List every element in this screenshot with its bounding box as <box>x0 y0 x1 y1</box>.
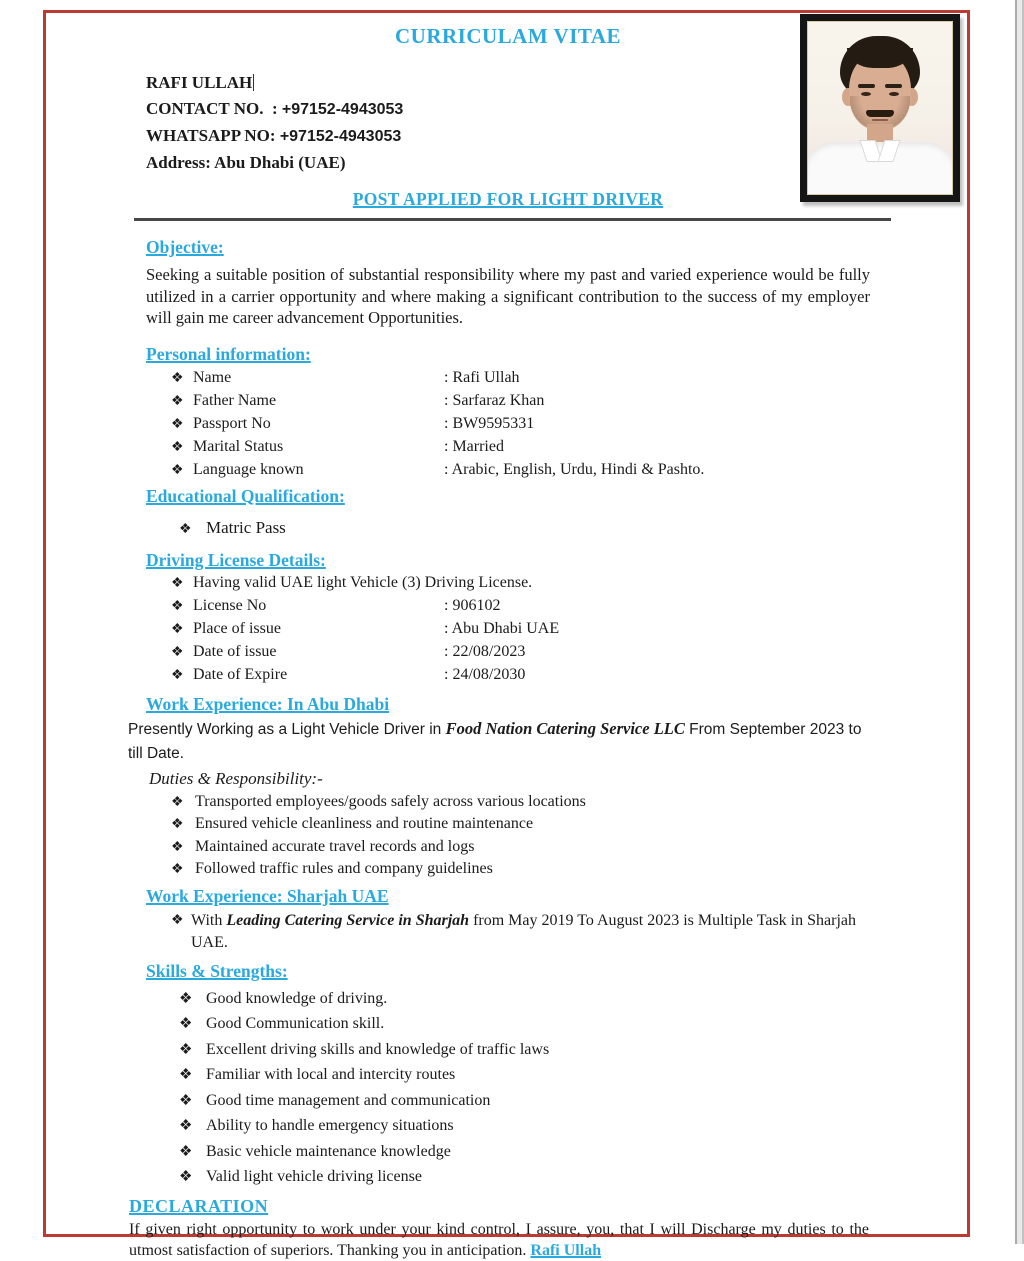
shirt-collar <box>877 140 900 162</box>
info-value: : Abu Dhabi UAE <box>444 619 560 637</box>
diamond-bullet-icon: ❖ <box>171 416 184 432</box>
person-mustache <box>866 110 894 117</box>
declaration-heading: DECLARATION <box>129 1195 269 1216</box>
whatsapp-number-line <box>146 123 870 150</box>
info-label: License No <box>193 596 267 614</box>
info-value: : Rafi Ullah <box>444 368 520 386</box>
list-item <box>146 572 870 595</box>
list-item <box>146 413 870 436</box>
diamond-bullet-icon: ❖ <box>171 439 184 455</box>
objective-text: Seeking a suitable position of substantial responsibility where my past and varied experience would be fully utilized in a carrier opportunity and where making a significant contribution to the success of my employer will gain me career advancement Opportunities. <box>146 265 870 327</box>
list-item <box>146 1040 870 1066</box>
diamond-bullet-icon: ❖ <box>171 794 184 810</box>
diamond-bullet-icon: ❖ <box>179 1169 193 1185</box>
license-list <box>146 572 870 687</box>
work-sharjah-heading: Work Experience: Sharjah UAE <box>146 885 389 906</box>
diamond-bullet-icon: ❖ <box>171 393 184 409</box>
duty-text: Transported employees/goods safely across various locations <box>195 792 586 810</box>
personal-info-list <box>146 367 870 482</box>
diamond-bullet-icon: ❖ <box>171 575 184 591</box>
text-cursor <box>253 74 254 91</box>
work-intro-suffix: From September 2023 to till Date. <box>128 720 862 762</box>
skill-text: Ability to handle emergency situations <box>206 1117 454 1134</box>
divider-rule <box>134 218 891 221</box>
duty-text: Ensured vehicle cleanliness and routine maintenance <box>195 815 534 832</box>
skill-text: Valid light vehicle driving license <box>206 1168 422 1185</box>
person-mouth <box>872 119 888 121</box>
diamond-bullet-icon: ❖ <box>179 1092 193 1109</box>
duties-heading: Duties & Responsibility:- <box>149 768 323 788</box>
contact-block <box>146 70 870 176</box>
duties-list <box>146 791 870 881</box>
info-label: Father Name <box>193 391 277 409</box>
skill-text: Good knowledge of driving. <box>206 989 388 1007</box>
list-item <box>146 367 870 390</box>
person-eyebrow <box>885 84 902 88</box>
diamond-bullet-icon: ❖ <box>179 1041 193 1058</box>
diamond-bullet-icon: ❖ <box>171 598 184 614</box>
work-abudhabi-heading: Work Experience: In Abu Dhabi <box>146 693 390 714</box>
list-item <box>146 1167 870 1193</box>
contact-number-value: +97152-4943053 <box>281 101 404 118</box>
info-label: Place of issue <box>193 619 281 637</box>
skills-heading: Skills & Strengths: <box>146 960 288 981</box>
candidate-name-text: RAFI ULLAH <box>146 73 253 92</box>
work-intro-prefix: Presently Working as a Light Vehicle Driver in <box>128 720 446 738</box>
work-sharjah-item <box>146 910 886 954</box>
diamond-bullet-icon: ❖ <box>171 644 184 660</box>
signature-link[interactable]: Rafi Ullah <box>530 1241 602 1259</box>
list-item <box>146 664 870 687</box>
diamond-bullet-icon: ❖ <box>171 621 184 637</box>
list-item <box>146 813 870 836</box>
page-title: CURRICULAM VITAE <box>395 24 621 48</box>
list-item <box>146 1065 870 1091</box>
personal-info-heading: Personal information: <box>146 343 311 364</box>
scrollbar[interactable] <box>1015 0 1024 1244</box>
diamond-bullet-icon: ❖ <box>171 912 184 928</box>
diamond-bullet-icon: ❖ <box>171 667 184 683</box>
diamond-bullet-icon: ❖ <box>179 990 193 1007</box>
passport-photo-image <box>807 21 953 195</box>
whatsapp-number-value: +97152-4943053 <box>279 128 402 145</box>
list-item <box>146 436 870 459</box>
duty-text: Maintained accurate travel records and logs <box>195 837 475 855</box>
list-item <box>146 459 870 482</box>
duty-text: Followed traffic rules and company guidelines <box>195 860 493 877</box>
declaration-text <box>129 1219 869 1261</box>
education-heading: Educational Qualification: <box>146 485 345 506</box>
diamond-bullet-icon: ❖ <box>179 1016 193 1032</box>
info-label: Name <box>193 368 232 386</box>
work-abudhabi-intro <box>128 717 873 766</box>
company-name: Leading Catering Service in Sharjah <box>226 911 470 929</box>
skill-text: Basic vehicle maintenance knowledge <box>206 1142 451 1160</box>
diamond-bullet-icon: ❖ <box>179 1067 193 1083</box>
skill-text: Good Communication skill. <box>206 1015 385 1032</box>
list-item <box>146 517 870 541</box>
info-value: : 22/08/2023 <box>444 642 526 660</box>
info-value: : BW9595331 <box>444 414 535 432</box>
diamond-bullet-icon: ❖ <box>179 1118 193 1134</box>
list-item <box>146 1142 870 1168</box>
info-label: Marital Status <box>193 437 284 455</box>
list-item <box>146 836 870 859</box>
diamond-bullet-icon: ❖ <box>179 521 192 537</box>
info-value: : Married <box>444 437 504 455</box>
info-value: : Arabic, English, Urdu, Hindi & Pashto. <box>444 460 705 478</box>
education-item-text: Matric Pass <box>206 517 286 537</box>
objective-heading: Objective: <box>146 237 224 257</box>
passport-photo <box>800 14 960 202</box>
skill-text: Familiar with local and intercity routes <box>206 1066 456 1083</box>
info-label: Date of issue <box>193 642 277 660</box>
company-name: Food Nation Catering Service LLC <box>445 718 685 738</box>
list-item <box>146 595 870 618</box>
license-statement: Having valid UAE light Vehicle (3) Driving License. <box>193 573 533 591</box>
license-heading: Driving License Details: <box>146 549 326 570</box>
list-item <box>146 989 870 1015</box>
diamond-bullet-icon: ❖ <box>171 370 184 386</box>
declaration-section <box>129 1195 870 1261</box>
diamond-bullet-icon: ❖ <box>171 462 184 478</box>
candidate-name <box>146 70 870 96</box>
info-label: Language known <box>193 460 304 478</box>
diamond-bullet-icon: ❖ <box>179 1143 193 1160</box>
skills-list <box>146 989 870 1193</box>
contact-number-line <box>146 96 870 123</box>
post-applied-title: POST APPLIED FOR LIGHT DRIVER <box>352 189 664 209</box>
list-item <box>146 1014 870 1040</box>
info-value: : 906102 <box>444 596 501 614</box>
skill-text: Good time management and communication <box>206 1091 491 1109</box>
list-item <box>146 858 870 881</box>
declaration-body: If given right opportunity to work under your kind control, I assure, you, that I will Discharge my duties to the utmost satisfaction of superiors. Thanking you in anticipation. <box>129 1220 869 1259</box>
contact-number-label: CONTACT NO. : <box>146 99 282 118</box>
info-label: Passport No <box>193 414 271 432</box>
info-value: : Sarfaraz Khan <box>444 391 545 409</box>
info-label: Date of Expire <box>193 665 288 683</box>
skill-text: Excellent driving skills and knowledge of traffic laws <box>206 1040 550 1058</box>
diamond-bullet-icon: ❖ <box>171 817 184 832</box>
list-item <box>146 1091 870 1117</box>
info-value: : 24/08/2030 <box>444 665 526 683</box>
person-eyebrow <box>858 84 875 88</box>
address-line: Address: Abu Dhabi (UAE) <box>146 153 346 172</box>
diamond-bullet-icon: ❖ <box>171 839 184 855</box>
sharjah-prefix: With <box>191 911 227 929</box>
whatsapp-number-label: WHATSAPP NO: <box>146 126 280 145</box>
list-item <box>146 641 870 664</box>
list-item <box>146 390 870 413</box>
person-shirt <box>807 142 953 195</box>
diamond-bullet-icon: ❖ <box>171 862 184 877</box>
list-item <box>146 618 870 641</box>
sharjah-suffix: from May 2019 To August 2023 is Multiple Task in Sharjah UAE. <box>191 911 856 951</box>
list-item <box>146 791 870 814</box>
list-item <box>146 1116 870 1142</box>
